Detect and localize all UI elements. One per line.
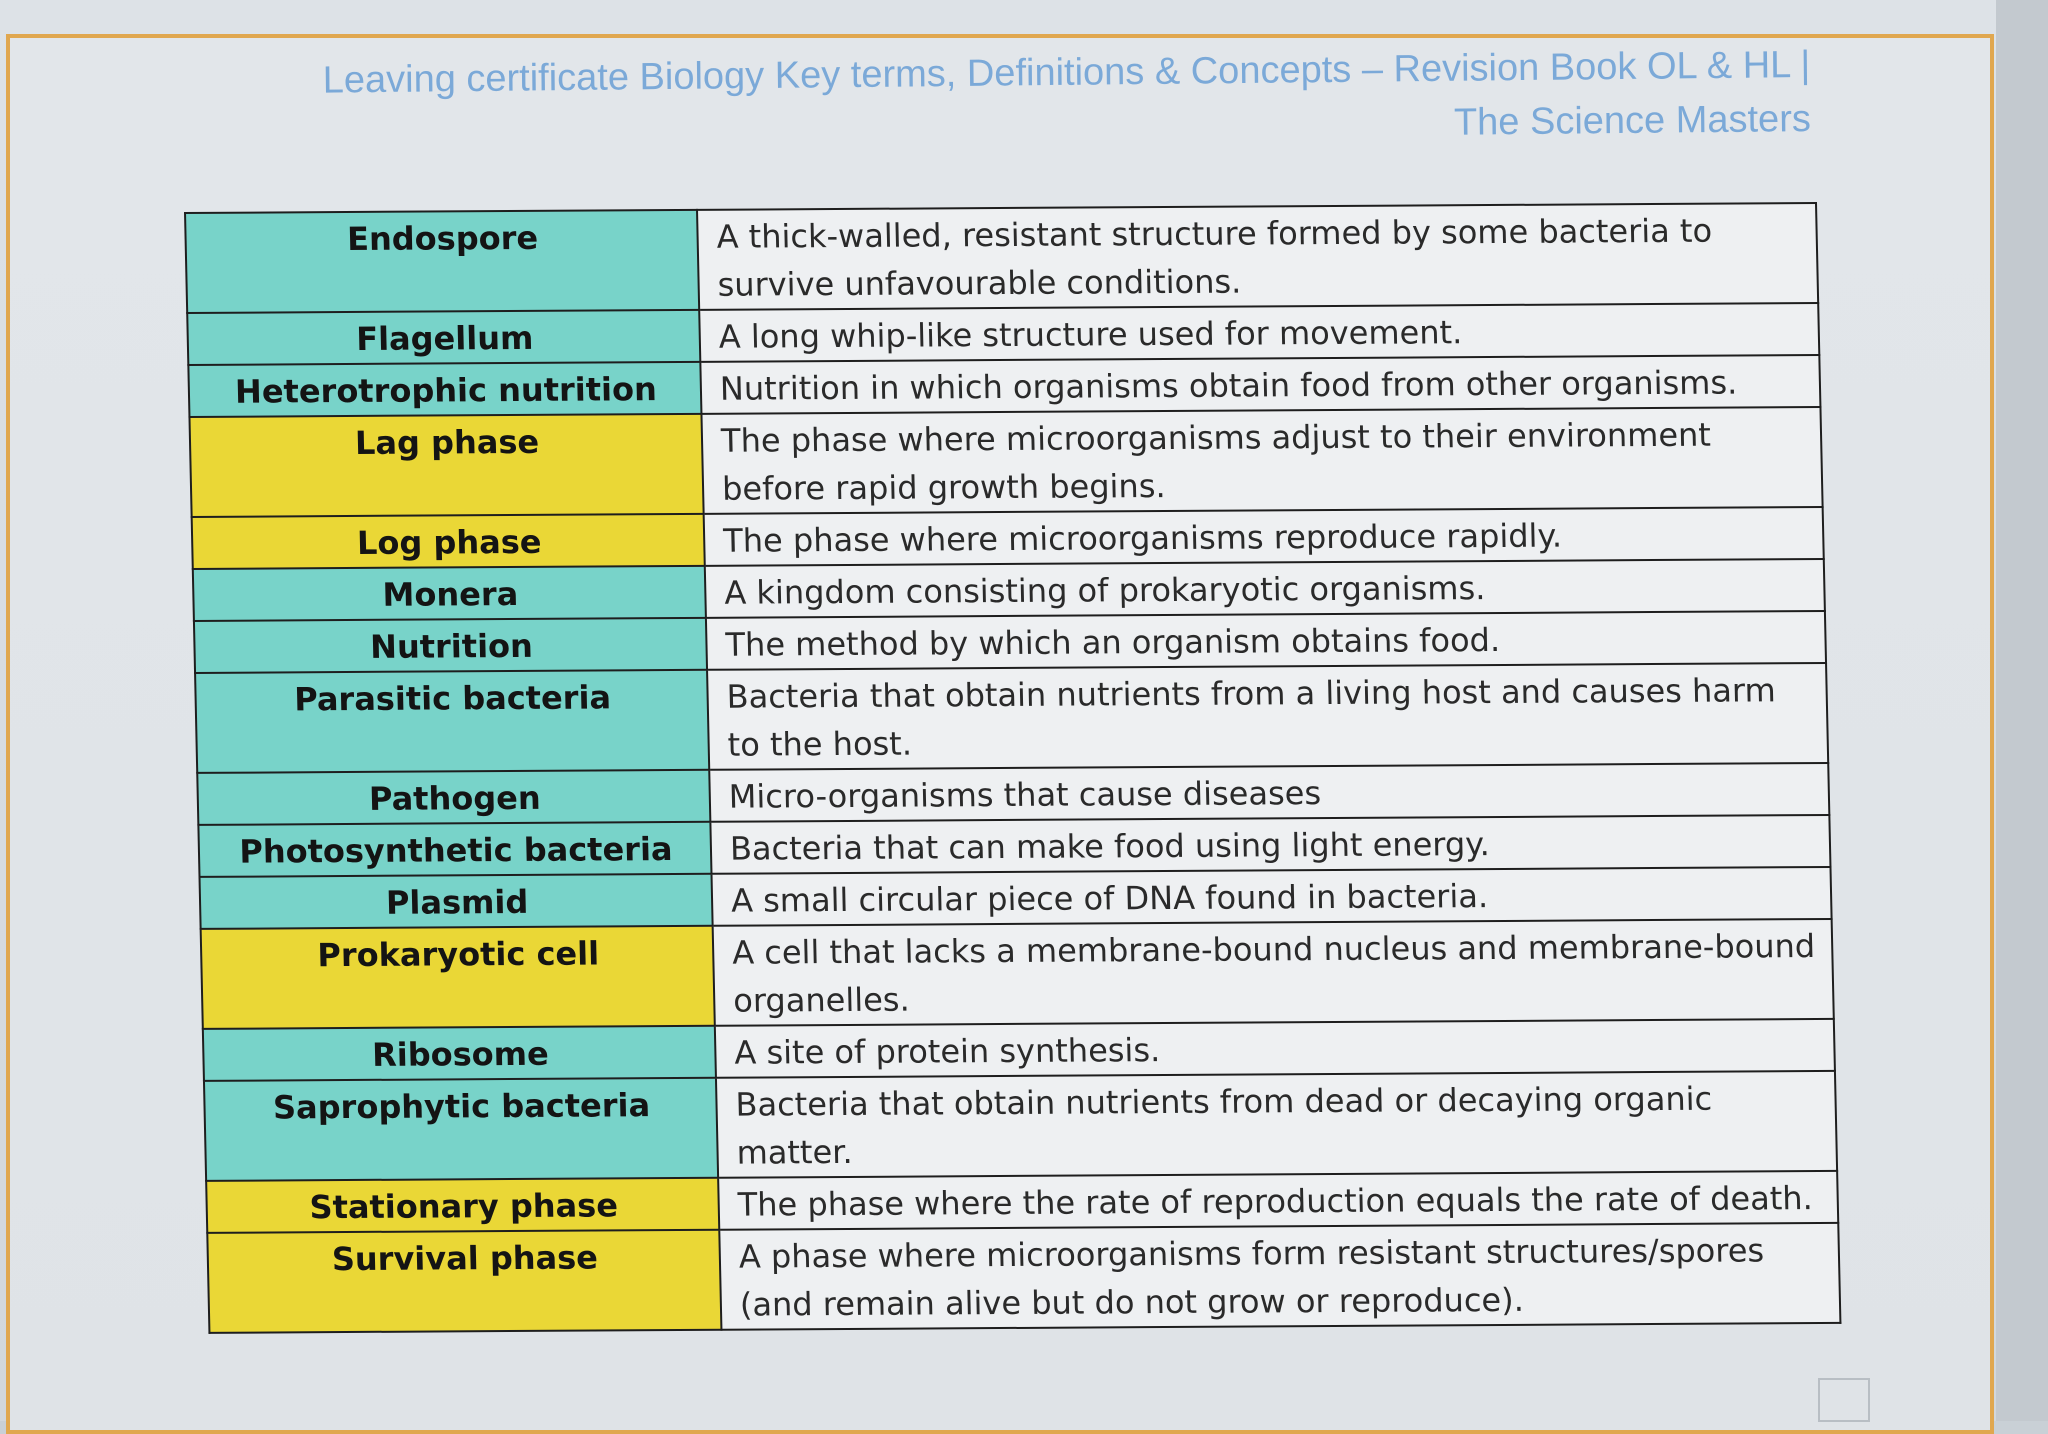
term-cell: Saprophytic bacteria — [204, 1078, 718, 1181]
table-row — [195, 663, 1828, 773]
term-cell: Lag phase — [189, 414, 703, 517]
definition-cell: A phase where microorganisms form resistant structures/spores (and remain alive but do not grow or reproduce). — [719, 1223, 1840, 1330]
definition-cell: Bacteria that obtain nutrients from dead or decaying organic matter. — [716, 1071, 1837, 1178]
definition-cell: Bacteria that can make food using light energy. — [710, 815, 1830, 874]
term-cell: Heterotrophic nutrition — [188, 362, 701, 417]
glossary-table-body — [185, 203, 1840, 1333]
term-cell: Monera — [193, 566, 706, 621]
term-cell: Photosynthetic bacteria — [198, 822, 711, 877]
definition-cell: A cell that lacks a membrane-bound nucleus and membrane-bound organelles. — [713, 919, 1834, 1026]
term-cell: Nutrition — [194, 618, 707, 673]
definition-cell: The phase where microorganisms adjust to their environment before rapid growth begins. — [701, 407, 1822, 514]
definition-cell: Nutrition in which organisms obtain food from other organisms. — [700, 355, 1820, 414]
term-cell: Survival phase — [207, 1230, 721, 1333]
glossary-table — [184, 202, 1841, 1334]
window-edge — [1996, 0, 2048, 1421]
term-cell: Flagellum — [187, 310, 700, 365]
definition-cell: The phase where microorganisms reproduce rapidly. — [704, 507, 1824, 566]
header-title: Leaving certificate Biology Key terms, Definitions & Concepts – Revision Book OL & HL | — [322, 43, 1811, 102]
term-cell: Log phase — [192, 514, 705, 569]
definition-cell: Bacteria that obtain nutrients from a living host and causes harm to the host. — [707, 663, 1828, 770]
term-cell: Endospore — [185, 210, 699, 313]
scroll-corner — [1818, 1378, 1870, 1422]
table-row — [189, 407, 1822, 517]
table-row — [207, 1223, 1840, 1333]
glossary-table-container — [184, 202, 1841, 1334]
table-row — [185, 203, 1818, 313]
definition-cell: The phase where the rate of reproduction equals the rate of death. — [718, 1171, 1838, 1230]
term-cell: Ribosome — [203, 1026, 716, 1081]
definition-cell: A small circular piece of DNA found in bacteria. — [711, 867, 1831, 926]
definition-cell: A kingdom consisting of prokaryotic organisms. — [705, 559, 1825, 618]
table-row — [201, 919, 1834, 1029]
term-cell: Prokaryotic cell — [201, 926, 715, 1029]
term-cell: Plasmid — [200, 874, 713, 929]
definition-cell: The method by which an organism obtains food. — [706, 611, 1826, 670]
term-cell: Pathogen — [197, 770, 710, 825]
definition-cell: Micro-organisms that cause diseases — [709, 763, 1829, 822]
page-header — [150, 38, 1811, 163]
term-cell: Parasitic bacteria — [195, 670, 709, 773]
header-subtitle: The Science Masters — [1453, 97, 1812, 144]
definition-cell: A long whip-like structure used for movement. — [699, 303, 1819, 362]
table-row — [204, 1071, 1837, 1181]
term-cell: Stationary phase — [206, 1178, 719, 1233]
definition-cell: A site of protein synthesis. — [715, 1019, 1835, 1078]
definition-cell: A thick-walled, resistant structure formed by some bacteria to survive unfavourable conditions. — [697, 203, 1818, 310]
